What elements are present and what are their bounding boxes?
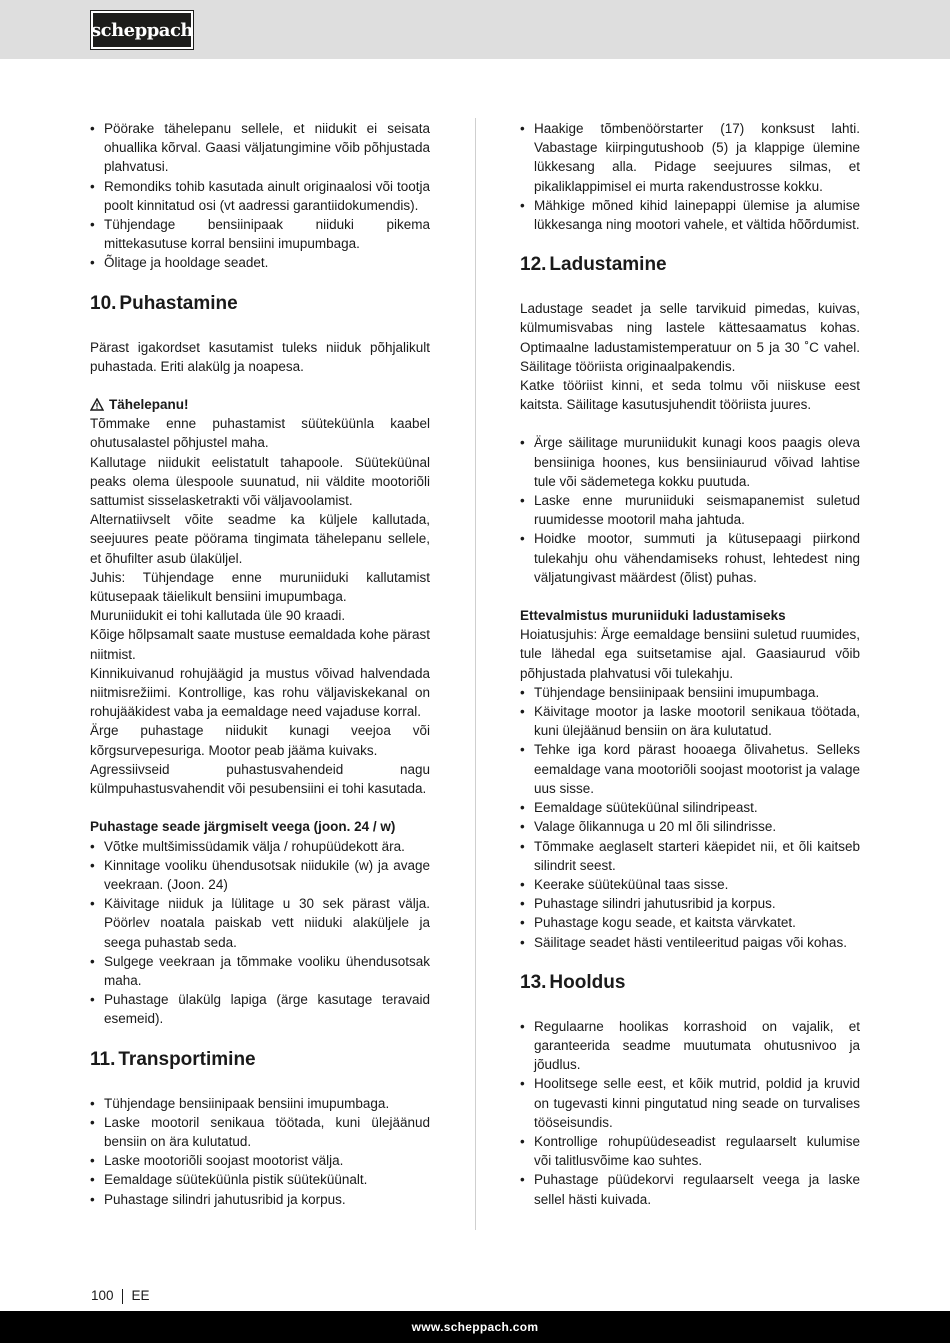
- language-code: EE: [131, 1288, 150, 1303]
- list-item: • Tehke iga kord pärast hooaega õlivahetus. Selleks eemaldage vana mootoriõli soojast mootorist ja valage uus sisse.: [520, 740, 860, 798]
- list-item: • Mähkige mõned kihid lainepappi ülemise ja alumise lükkesanga ning mootori vahele, et vältida hõõrdumist.: [520, 196, 860, 234]
- list-item: • Puhastage ülakülg lapiga (ärge kasutage teravaid esemeid).: [90, 990, 430, 1028]
- transport-list: [90, 1094, 430, 1209]
- paragraph: Juhis: Tühjendage enne muruniiduki kallutamist kütusepaak täielikult bensiini imupumbaga.: [90, 569, 430, 605]
- cleaning-intro: Pärast igakordset kasutamist tuleks niiduk põhjalikult puhastada. Eriti alakülg ja noapesa.: [90, 339, 430, 374]
- list-item: • Käivitage mootor ja laske mootoril senikaua töötada, kuni ülejäänud bensiin on ära kulutatud.: [520, 702, 860, 740]
- footer-bar: [0, 1311, 950, 1343]
- list-item: • Puhastage silindri jahutusribid ja korpus.: [90, 1190, 430, 1209]
- maintenance-list: [520, 1017, 860, 1209]
- list-item: • Sulgege veekraan ja tõmmake vooliku ühendusotsak maha.: [90, 952, 430, 990]
- footer-separator: [122, 1289, 123, 1304]
- brand-logo: scheppach: [91, 11, 193, 49]
- list-item: • Puhastage kogu seade, et kaitsta värvkatet.: [520, 913, 860, 932]
- right-column: [520, 119, 860, 1209]
- website-link[interactable]: www.scheppach.com: [411, 1320, 539, 1334]
- list-item: • Puhastage silindri jahutusribid ja korpus.: [520, 894, 860, 913]
- list-item: • Hoidke mootor, summuti ja kütusepaagi piirkond tulekahju ohu vähendamiseks rohust, lehtedest ning väljatungivast määrdest (õlist) puhas.: [520, 529, 860, 587]
- left-column: [90, 119, 430, 1209]
- list-item: • Eemaldage süüteküünal silindripeast.: [520, 798, 860, 817]
- list-item: • Tõmmake aeglaselt starteri käepidet nii, et õli kaitseb silindrit seest.: [520, 837, 860, 875]
- list-item: • Laske enne muruniiduki seismapanemist suletud ruumidesse mootoril maha jahtuda.: [520, 491, 860, 529]
- list-item: • Remondiks tohib kasutada ainult originaalosi või tootja poolt kinnitatud osi (vt aadressi garantiidokumendis).: [90, 177, 430, 215]
- header-bar: [0, 0, 950, 59]
- warning-label: Tähelepanu!: [109, 397, 189, 413]
- list-item: • Kontrollige rohupüüdeseadist regulaarselt kulumise või talitlusvõime kao suhtes.: [520, 1132, 860, 1170]
- page-number: 100: [91, 1288, 114, 1303]
- intro-list-right: [520, 119, 860, 234]
- storage-prep-text: Hoiatusjuhis: Ärge eemaldage bensiini suletud ruumides, tule lähedal ega suitsetamise ajal. Gaasiaurud võib põhjustada plahvatusi või tulekahju.: [520, 627, 860, 681]
- paragraph: Ärge puhastage niidukit kunagi veejoa või kõrgsurvepesuriga. Mootor peab jääma kuivaks.: [90, 723, 430, 758]
- warning-icon: [90, 398, 104, 411]
- list-item: • Regulaarne hoolikas korrashoid on vajalik, et garanteerida seadme muutumata ohutusnivoo ja jõudlus.: [520, 1017, 860, 1075]
- list-item: • Tühjendage bensiinipaak bensiini imupumbaga.: [520, 683, 860, 702]
- section-heading-cleaning: 10. Puhastamine: [90, 292, 238, 314]
- list-item: • Õlitage ja hooldage seadet.: [90, 253, 430, 272]
- list-item: • Hoolitsege selle eest, et kõik mutrid, poldid ja kruvid on tugevasti kinni pingutatud ning seade on turvalises tööseisundis.: [520, 1074, 860, 1132]
- storage-list: [520, 433, 860, 587]
- list-item: • Laske mootoriõli soojast mootorist välja.: [90, 1151, 430, 1170]
- section-heading-transport: 11. Transportimine: [90, 1048, 256, 1070]
- storage-prep-list: [520, 683, 860, 952]
- paragraph: Ladustage seadet ja selle tarvikuid pimedas, kuivas, külmumisvabas ning lastele kättesaamatus kohas. Optimaalne ladustamistemperatuur on 5 ja 30 ˚C vahel. Säilitage tööriista originaalpakendis.: [520, 301, 860, 374]
- list-item: • Säilitage seadet hästi ventileeritud paigas või kohas.: [520, 933, 860, 952]
- storage-prep-subheading: Ettevalmistus muruniiduki ladustamiseks: [520, 608, 786, 624]
- paragraph: Kõige hõlpsamalt saate mustuse eemaldada kohe pärast niitmist.: [90, 627, 430, 662]
- list-item: • Käivitage niiduk ja lülitage u 30 sek pärast välja. Pöörlev noatala paiskab vett niiduki alaküljele ja seega puhastab seda.: [90, 894, 430, 952]
- page-footer: [91, 1287, 150, 1305]
- list-item: • Kinnitage vooliku ühendusotsak niidukile (w) ja avage veekraan. (Joon. 24): [90, 856, 430, 894]
- section-heading-storage: 12. Ladustamine: [520, 254, 667, 276]
- section-heading-maintenance: 13. Hooldus: [520, 971, 626, 993]
- list-item: • Tühjendage bensiinipaak niiduki pikema mittekasutuse korral bensiini imupumbaga.: [90, 215, 430, 253]
- warning-line: [90, 395, 430, 414]
- list-item: • Eemaldage süüteküünla pistik süüteküünalt.: [90, 1170, 430, 1189]
- paragraph: Kinnikuivanud rohujäägid ja mustus võivad halvendada niitmisrežiimi. Kontrollige, kas rohu väljaviskekanal on rohujääkidest vaba ja eemaldage need vajaduse korral.: [90, 665, 430, 720]
- list-item: • Pöörake tähelepanu sellele, et niidukit ei seisata ohuallika kõrval. Gaasi väljatungimine võib põhjustada plahvatusi.: [90, 119, 430, 177]
- list-item: • Tühjendage bensiinipaak bensiini imupumbaga.: [90, 1094, 430, 1113]
- paragraph: Agressiivseid puhastusvahendeid nagu külmpuhastusvahendit või pesubensiini ei tohi kasutada.: [90, 761, 430, 797]
- water-cleaning-subheading: Puhastage seade järgmiselt veega (joon. 24 / w): [90, 819, 396, 835]
- list-item: • Keerake süüteküünal taas sisse.: [520, 875, 860, 894]
- paragraph: Alternatiivselt võite seadme ka küljele kallutada, seejuures peate pöörama tingimata tähelepanu sellele, et õhufilter asub ülaküljel.: [90, 512, 430, 566]
- list-item: • Ärge säilitage muruniidukit kunagi koos paagis oleva bensiiniga hoones, kus bensiiniaurud võivad lahtise tule või sädemetega kokku puutuda.: [520, 433, 860, 491]
- paragraph: Kallutage niidukit eelistatult tahapoole. Süüteküünal peaks olema ülespoole suunatud, nii väldite mootoriõli sattumist sisselasketrakti või väljavoolamist.: [90, 454, 430, 509]
- water-cleaning-list: [90, 837, 430, 1029]
- list-item: • Võtke multšimissüdamik välja / rohupüüdekott ära.: [90, 837, 430, 856]
- paragraph: Muruniidukit ei tohi kallutada üle 90 kraadi.: [90, 608, 346, 624]
- intro-list-left: [90, 119, 430, 273]
- paragraph: Tõmmake enne puhastamist süüteküünla kaabel ohutusalastel põhjustel maha.: [90, 416, 430, 451]
- list-item: • Laske mootoril senikaua töötada, kuni ülejäänud bensiin on ära kulutatud.: [90, 1113, 430, 1151]
- list-item: • Haakige tõmbenöörstarter (17) konksust lahti. Vabastage kiirpingutushoob (5) ja klappige ülemine lükkesang alla. Pidage seejuures silmas, et pikaliklappimisel ei murta rakendustrosse kokku.: [520, 119, 860, 196]
- paragraph: Katke tööriist kinni, et seda tolmu või niiskuse eest kaitsta. Säilitage kasutusjuhendit tööriista juures.: [520, 378, 860, 413]
- list-item: • Puhastage püüdekorvi regulaarselt veega ja laske sellel hästi kuivada.: [520, 1170, 860, 1208]
- column-divider: [475, 118, 476, 1230]
- list-item: • Valage õlikannuga u 20 ml õli silindrisse.: [520, 817, 860, 836]
